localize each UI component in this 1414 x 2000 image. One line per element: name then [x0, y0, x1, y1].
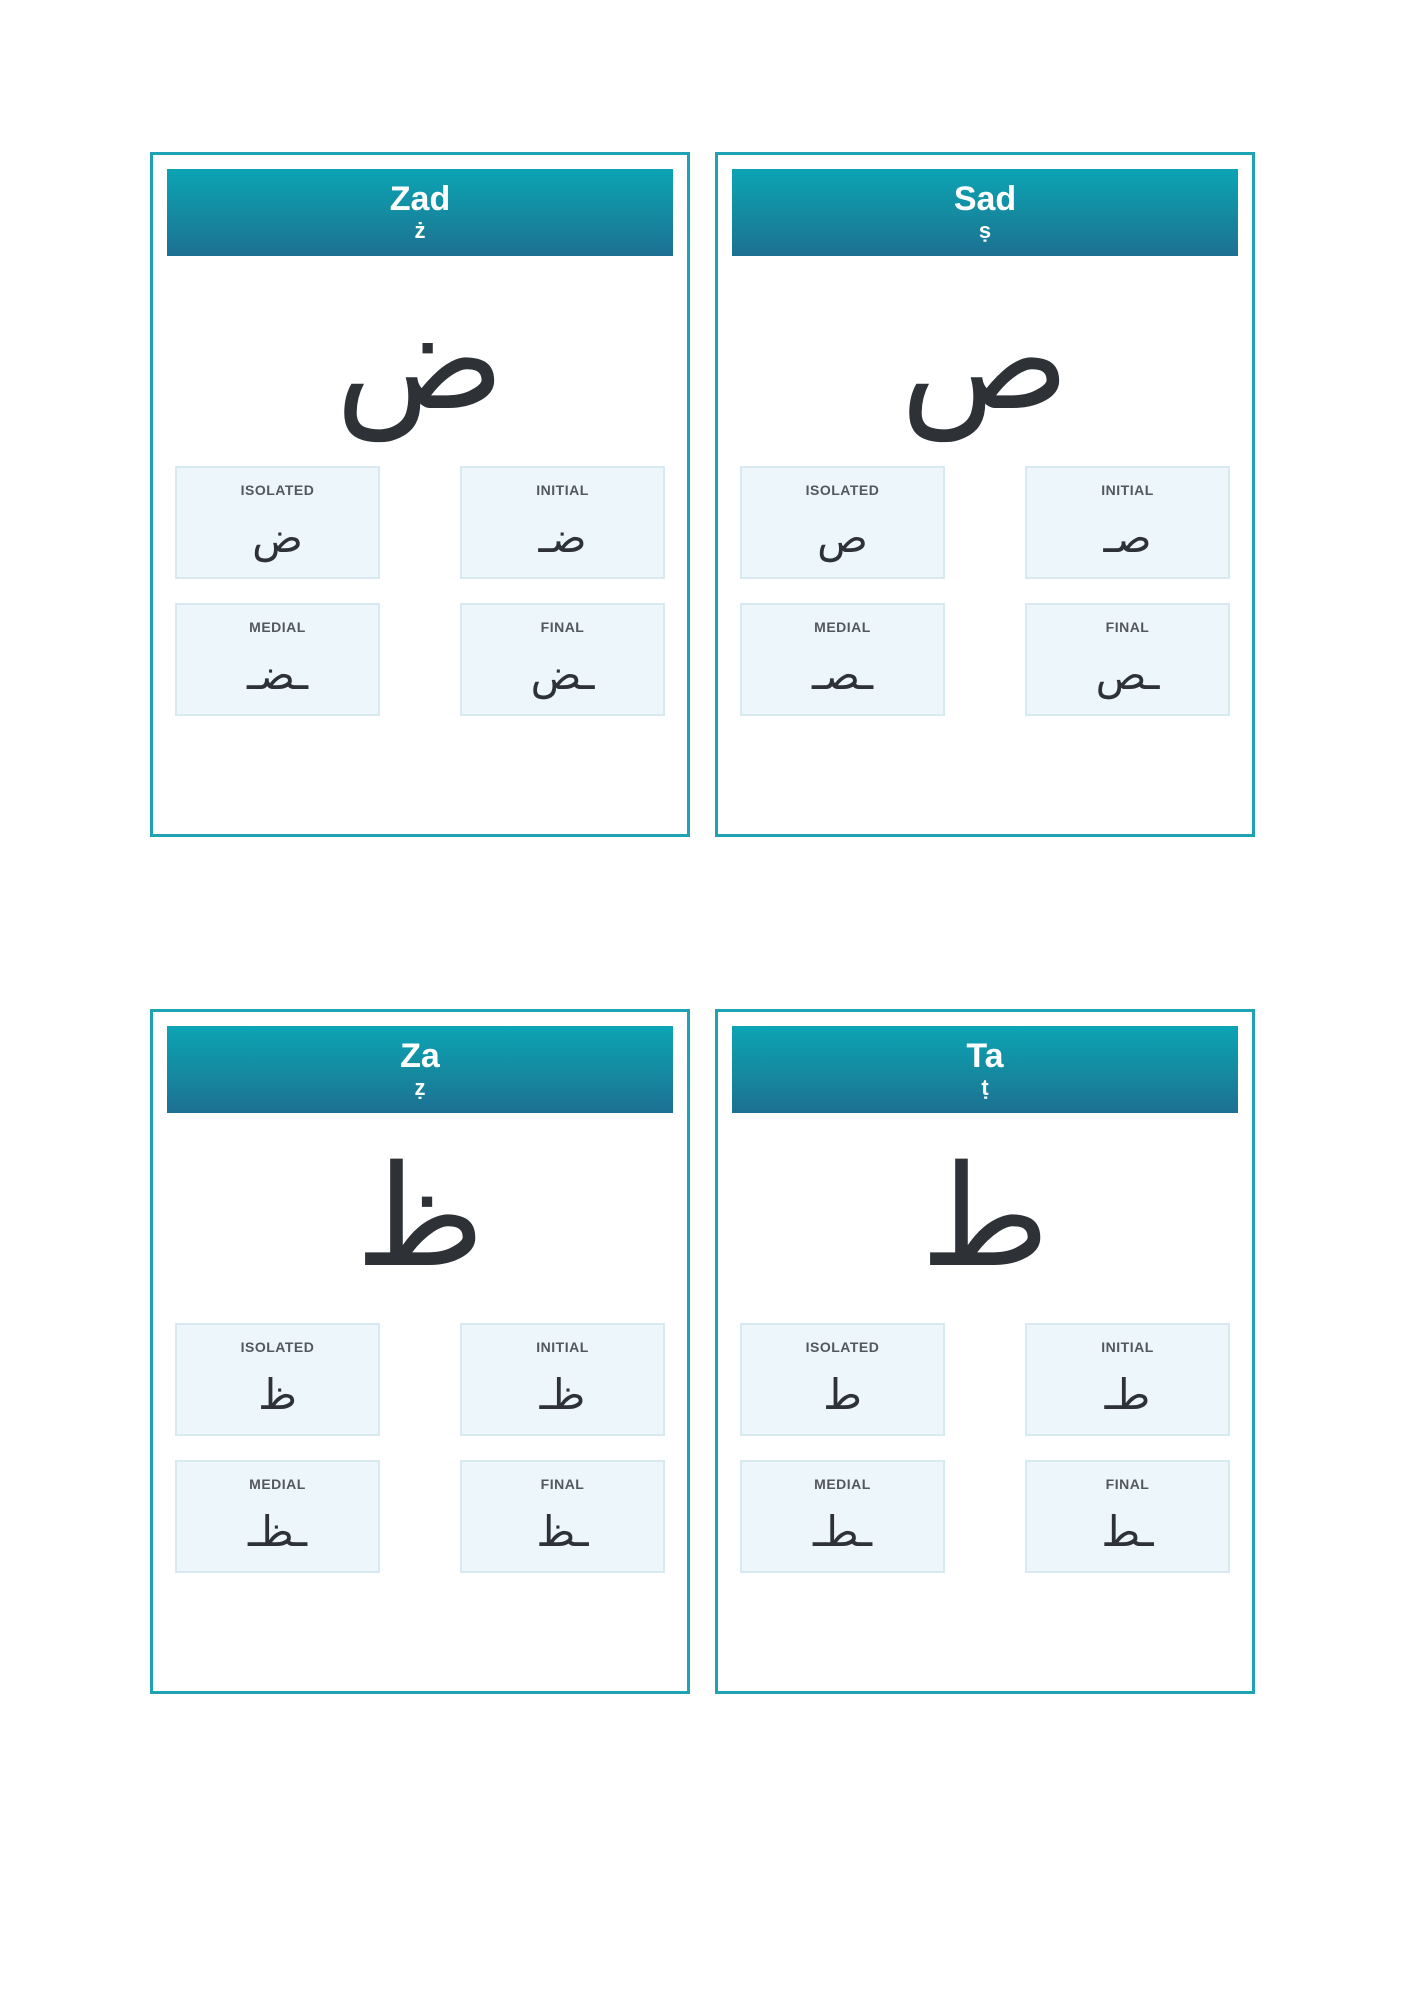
form-box-isolated [175, 1323, 380, 1436]
letter-forms-grid [167, 466, 673, 716]
big-letter-area [167, 1113, 673, 1323]
big-letter-area [167, 256, 673, 466]
form-box-medial [175, 1460, 380, 1573]
form-glyph-final: ـض [530, 649, 595, 699]
form-box-initial [460, 1323, 665, 1436]
form-glyph-initial: ضـ [538, 512, 587, 562]
form-box-final [1025, 603, 1230, 716]
letter-name: Sad [953, 179, 1017, 218]
big-arabic-letter: ض [335, 279, 505, 442]
flashcard-ta [715, 1009, 1255, 1694]
form-label: ISOLATED [805, 482, 880, 498]
card-header [732, 169, 1238, 256]
flashcard-za [150, 1009, 690, 1694]
form-label: ISOLATED [240, 1339, 315, 1355]
form-label: INITIAL [1101, 1339, 1154, 1355]
form-label: INITIAL [536, 1339, 589, 1355]
form-glyph-isolated: ض [252, 512, 303, 562]
form-box-final [1025, 1460, 1230, 1573]
letter-transliteration: ṣ [978, 218, 992, 244]
form-label: FINAL [1105, 1476, 1150, 1492]
form-glyph-medial: ـطـ [812, 1506, 873, 1556]
flashcard-zad [150, 152, 690, 837]
form-label: MEDIAL [814, 619, 871, 635]
form-box-final [460, 603, 665, 716]
form-label: MEDIAL [249, 619, 306, 635]
flashcard-sad [715, 152, 1255, 837]
form-label: MEDIAL [249, 1476, 306, 1492]
form-label: FINAL [1105, 619, 1150, 635]
form-box-medial [740, 603, 945, 716]
letter-transliteration: ẓ [414, 1075, 426, 1101]
form-glyph-initial: صـ [1103, 512, 1152, 562]
form-box-medial [740, 1460, 945, 1573]
card-header [167, 1026, 673, 1113]
form-box-initial [460, 466, 665, 579]
form-box-isolated [175, 466, 380, 579]
letter-transliteration: ż [414, 218, 426, 244]
letter-name: Za [400, 1036, 440, 1075]
form-label: FINAL [540, 1476, 585, 1492]
form-label: FINAL [540, 619, 585, 635]
form-glyph-isolated: ط [823, 1369, 862, 1419]
form-label: ISOLATED [805, 1339, 880, 1355]
form-glyph-initial: طـ [1104, 1369, 1151, 1419]
card-header [732, 1026, 1238, 1113]
big-arabic-letter: ط [920, 1136, 1050, 1299]
form-glyph-final: ـط [1101, 1506, 1154, 1556]
form-box-isolated [740, 1323, 945, 1436]
form-label: MEDIAL [814, 1476, 871, 1492]
card-header [167, 169, 673, 256]
form-box-isolated [740, 466, 945, 579]
form-glyph-isolated: ظ [258, 1369, 297, 1419]
form-box-initial [1025, 466, 1230, 579]
flashcards-grid [150, 152, 1255, 1694]
form-label: INITIAL [536, 482, 589, 498]
form-box-final [460, 1460, 665, 1573]
big-arabic-letter: ظ [355, 1136, 485, 1299]
form-glyph-final: ـص [1095, 649, 1160, 699]
letter-forms-grid [732, 1323, 1238, 1573]
form-box-medial [175, 603, 380, 716]
form-glyph-medial: ـضـ [246, 649, 309, 699]
letter-transliteration: ṭ [981, 1075, 989, 1101]
big-arabic-letter: ص [900, 279, 1070, 442]
letter-forms-grid [732, 466, 1238, 716]
form-glyph-medial: ـصـ [811, 649, 874, 699]
big-letter-area [732, 1113, 1238, 1323]
form-glyph-medial: ـظـ [247, 1506, 308, 1556]
form-box-initial [1025, 1323, 1230, 1436]
letter-name: Ta [966, 1036, 1004, 1075]
letter-name: Zad [389, 179, 451, 218]
form-glyph-initial: ظـ [539, 1369, 586, 1419]
form-glyph-isolated: ص [817, 512, 868, 562]
form-label: ISOLATED [240, 482, 315, 498]
big-letter-area [732, 256, 1238, 466]
form-label: INITIAL [1101, 482, 1154, 498]
letter-forms-grid [167, 1323, 673, 1573]
form-glyph-final: ـظ [536, 1506, 589, 1556]
